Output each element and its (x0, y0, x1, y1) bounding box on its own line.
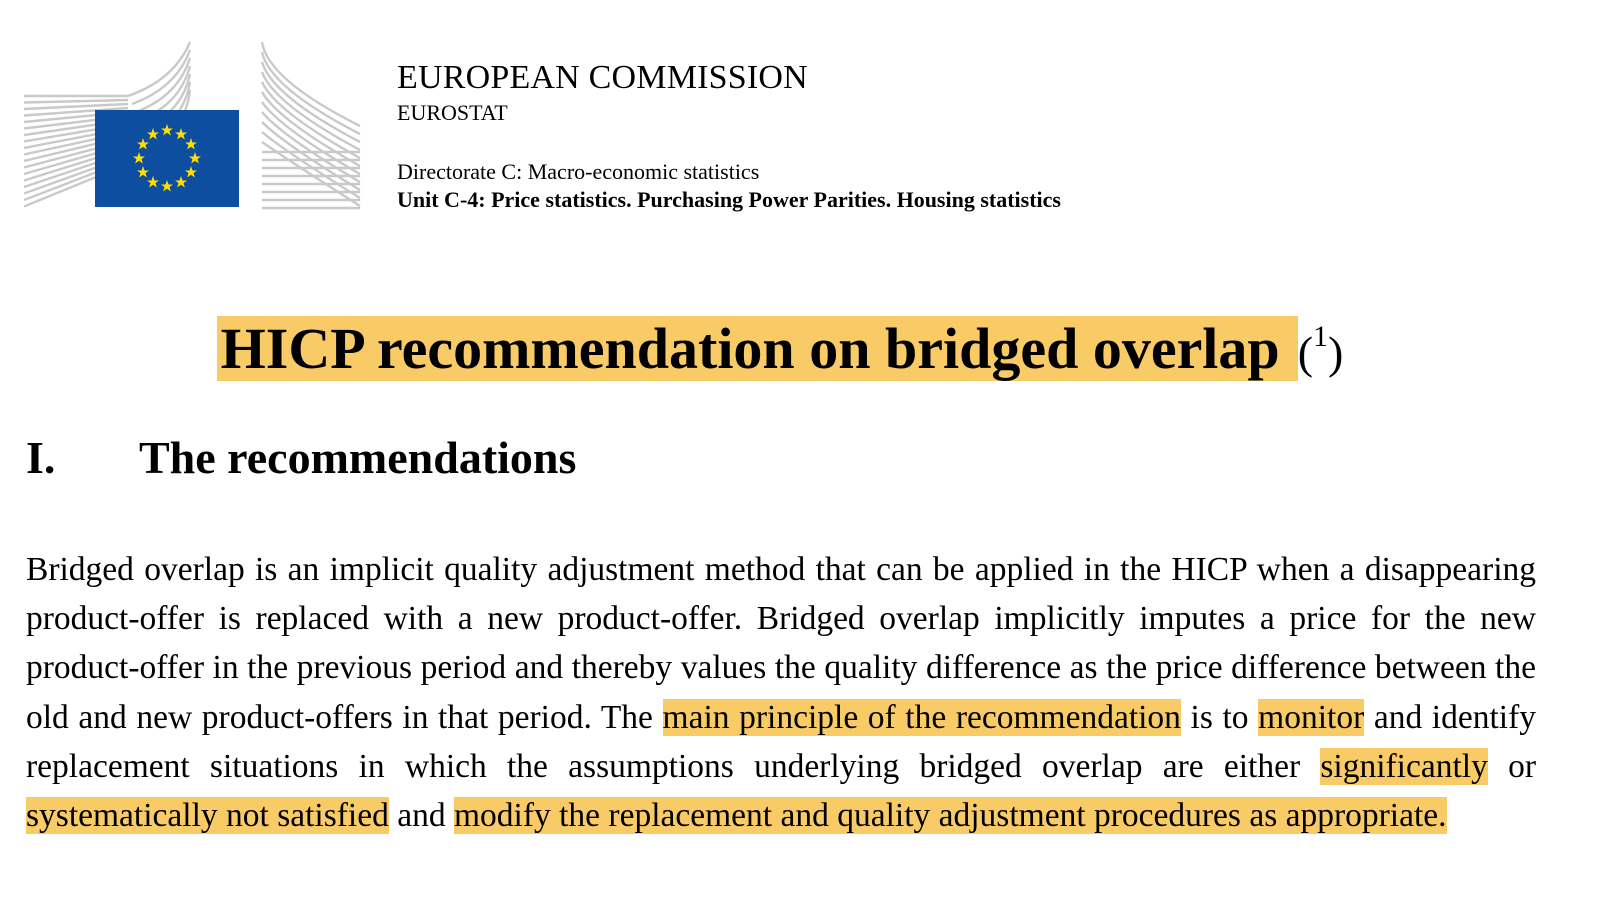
footnote-close-paren: ) (1328, 327, 1344, 378)
directorate-name: Directorate C: Macro-economic statistics (397, 159, 760, 184)
highlighted-text: significantly (1320, 747, 1488, 785)
highlighted-text: modify the replacement and quality adjustment procedures as appropriate. (453, 797, 1447, 835)
unit-name: Unit C-4: Price statistics. Purchasing Power Parities. Housing statistics (397, 187, 1061, 212)
title-text: HICP recommendation on bridged overlap (217, 316, 1298, 381)
footnote-open-paren: ( (1297, 327, 1314, 378)
highlighted-text: monitor (1258, 698, 1365, 736)
paragraph-text: and (388, 797, 454, 835)
highlighted-text: main principle of the recommendation (662, 698, 1181, 736)
paragraph-text: Bridged overlap is an implicit quality adjustment method that can be applied in the HICP when a disappearing product-offer is replaced with a new product-offer. Bridged overlap implicitly imputes a price for the new product-offer in the previous period and thereby values the quality difference as the price difference between the old and new product-offers in that period. The (26, 551, 1536, 736)
organization-name: EUROPEAN COMMISSION (397, 59, 808, 96)
title-footnote-reference[interactable] (1297, 320, 1344, 378)
section-title: The recommendations (139, 432, 577, 483)
agency-name: EUROSTAT (397, 100, 508, 125)
section-heading (26, 428, 576, 488)
european-commission-logo-icon (24, 40, 364, 212)
paragraph-text: is to (1180, 698, 1259, 736)
body-paragraph (26, 545, 1536, 840)
paragraph-text: and identify replacement situations in which the assumptions underlying bridged overlap are either (26, 698, 1537, 785)
section-number: I. (26, 432, 56, 483)
european-commission-logo (24, 40, 364, 212)
paragraph-text: or (1487, 747, 1536, 785)
footnote-number: 1 (1313, 320, 1329, 353)
document-title (0, 292, 1560, 398)
highlighted-text: systematically not satisfied (26, 797, 389, 835)
document-header (397, 58, 1061, 214)
